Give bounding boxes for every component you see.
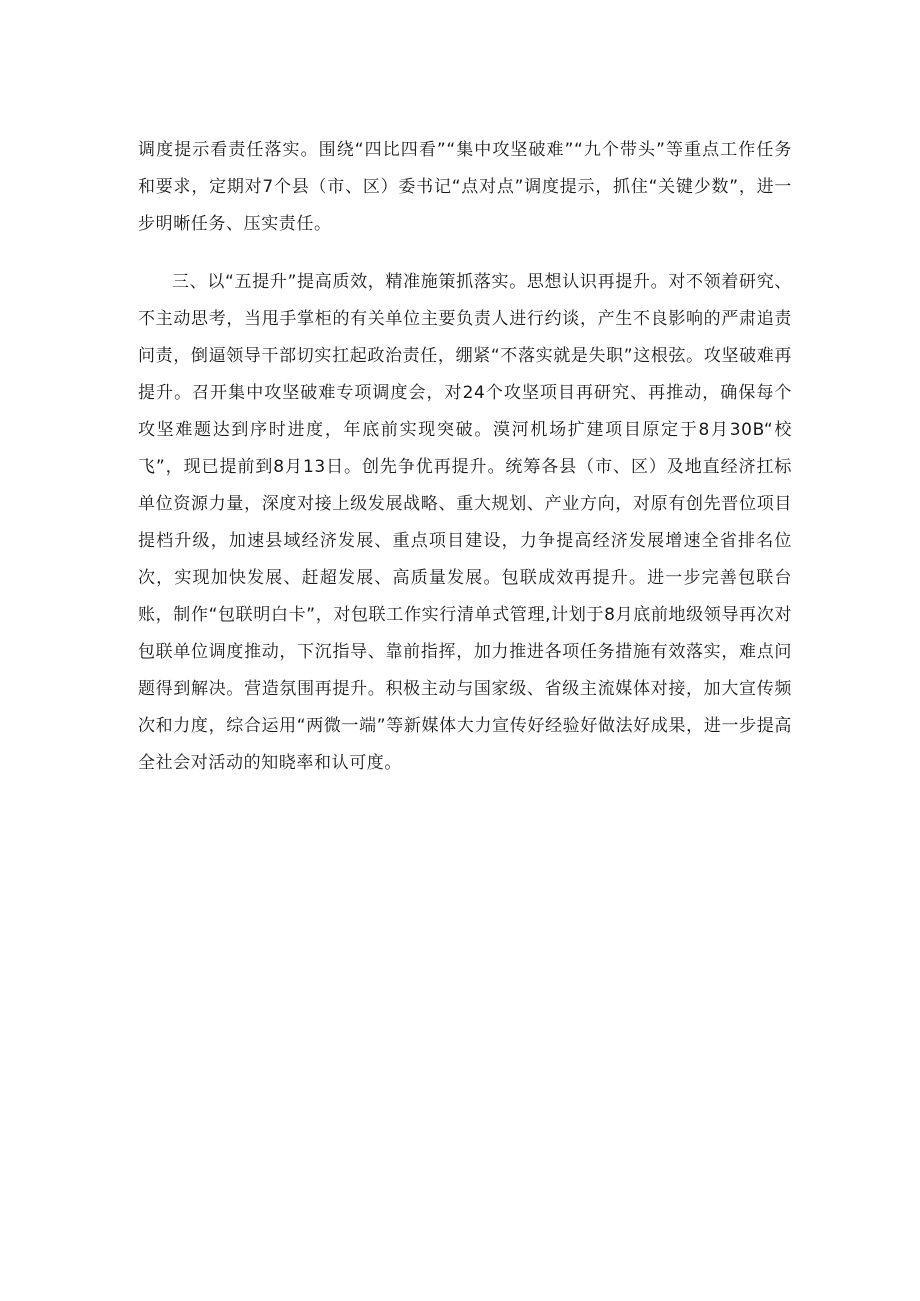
- document-body: [138, 132, 792, 782]
- paragraph-section-three: 三、以“五提升”提高质效，精准施策抓落实。思想认识再提升。对不领着研究、不主动思考，当甩手掌柜的有关单位主要负责人进行约谈，产生不良影响的严肃追责问责，倒逼领导干部切实扛起政治责任，绷紧“不落实就是失职”这根弦。攻坚破难再提升。召开集中攻坚破难专项调度会，对24个攻坚项目再研究、再推动，确保每个攻坚难题达到序时进度，年底前实现突破。漠河机场扩建项目原定于8月30B“校飞”，现已提前到8月13日。创先争优再提升。统筹各县（市、区）及地直经济扛标单位资源力量，深度对接上级发展战略、重大规划、产业方向，对原有创先晋位项目提档升级，加速县域经济发展、重点项目建设，力争提高经济发展增速全省排名位次，实现加快发展、赶超发展、高质量发展。包联成效再提升。进一步完善包联台账，制作“包联明白卡”，对包联工作实行清单式管理,计划于8月底前地级领导再次对包联单位调度推动，下沉指导、靠前指挥，加力推进各项任务措施有效落实，难点问题得到解决。营造氛围再提升。积极主动与国家级、省级主流媒体对接，加大宣传频次和力度，综合运用“两微一端”等新媒体大力宣传好经验好做法好成果，进一步提高全社会对活动的知晓率和认可度。: [138, 272, 792, 773]
- paragraph-continuation: 调度提示看责任落实。围绕“四比四看”“集中攻坚破难”“九个带头”等重点工作任务和要求，定期对7个县（市、区）委书记“点对点”调度提示，抓住“关键少数”，进一步明晰任务、压实责任。: [138, 140, 792, 234]
